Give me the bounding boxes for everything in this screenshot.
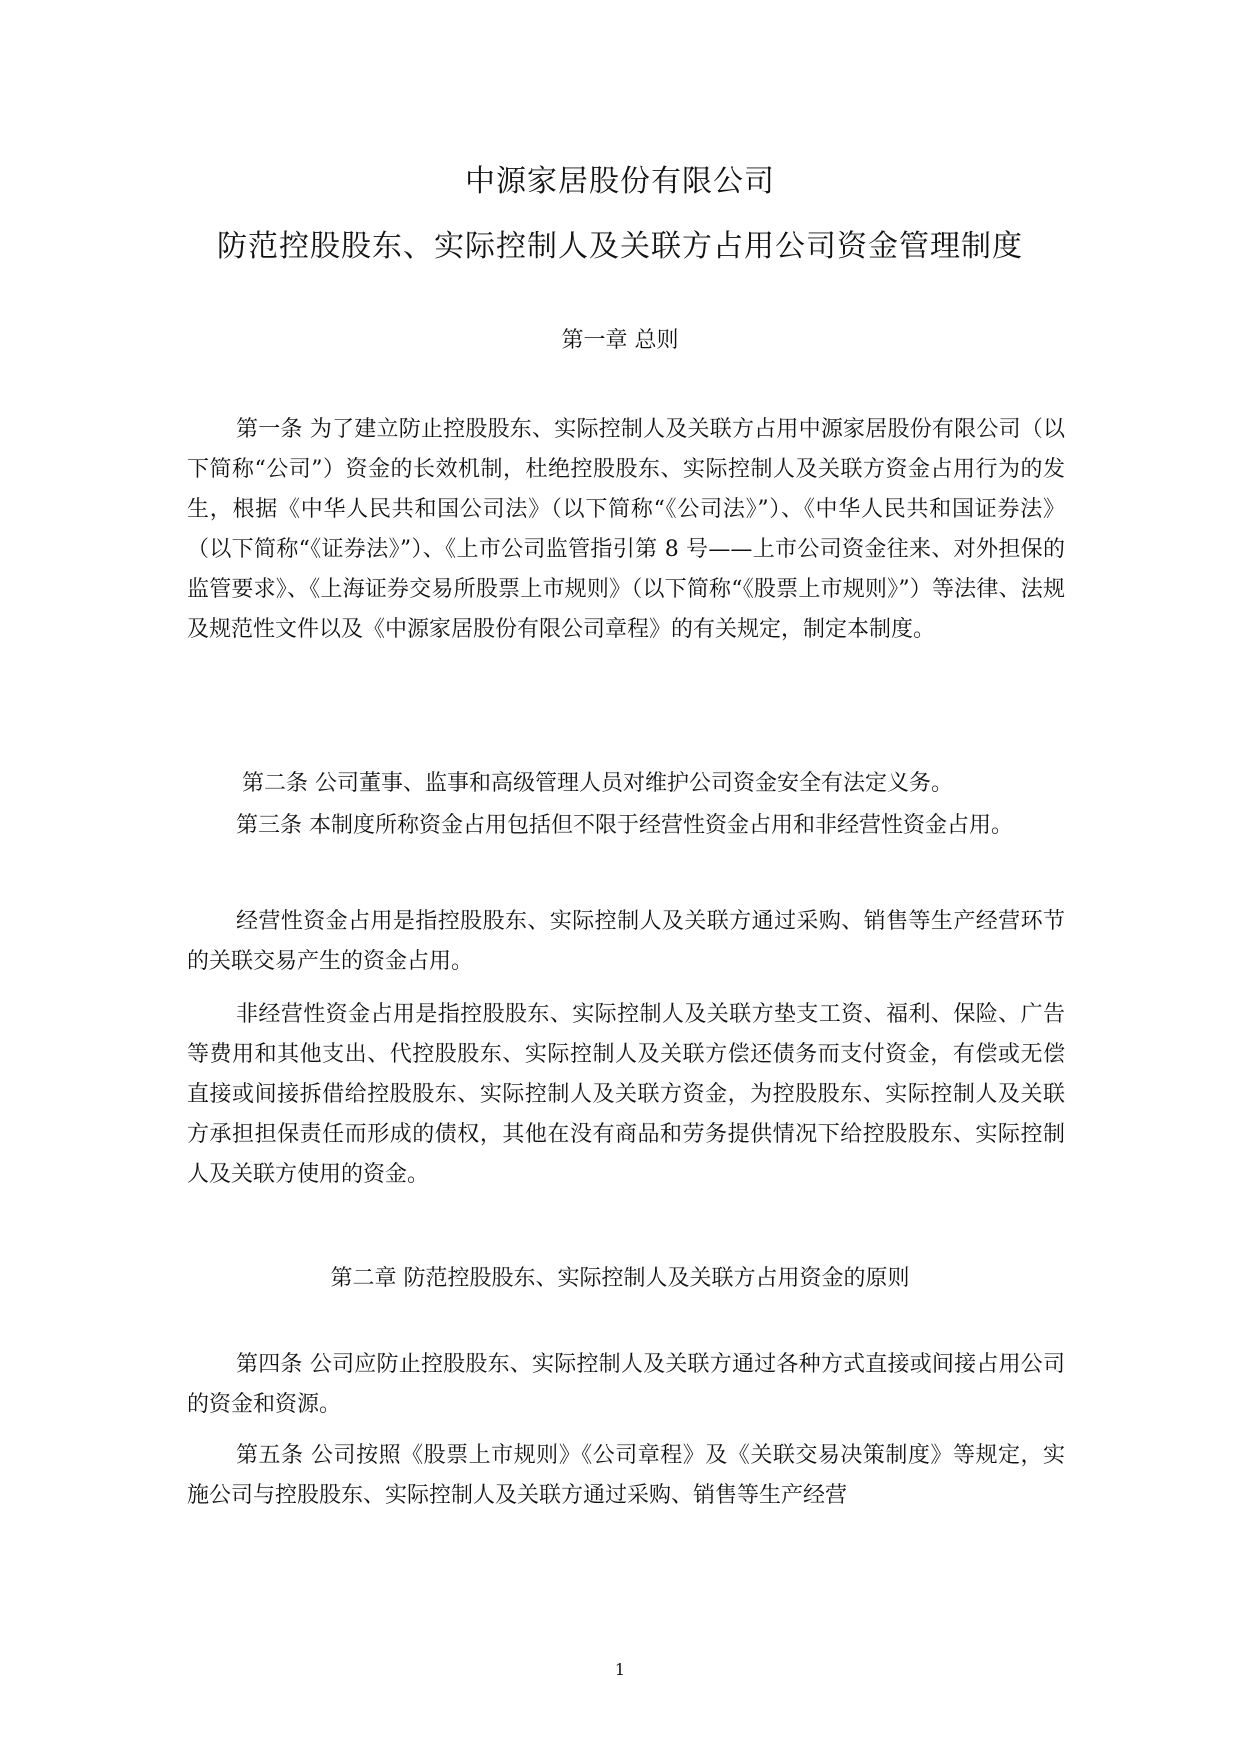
article-3-operating-occupation: 经营性资金占用是指控股股东、实际控制人及关联方通过采购、销售等生产经营环节的关联交易产生的资金占用。 xyxy=(187,909,1065,974)
article-3-non-operating-occupation: 非经营性资金占用是指控股股东、实际控制人及关联方垫支工资、福利、保险、广告等费用和其他支出、代控股股东、实际控制人及关联方偿还债务而支付资金，有偿或无偿直接或间接拆借给控股股东、实际控制人及关联方资金，为控股股东、实际控制人及关联方承担担保责任而形成的债权，其他在没有商品和劳务提供情况下给控股股东、实际控制人及关联方使用的资金。 xyxy=(187,1002,1065,1187)
company-title: 中源家居股份有限公司 xyxy=(465,164,775,199)
article-4: 第四条 公司应防止控股股东、实际控制人及关联方通过各种方式直接或间接占用公司的资金和资源。 xyxy=(187,1352,1065,1417)
chapter-1-heading: 第一章 总则 xyxy=(561,328,679,353)
page-number: 1 xyxy=(614,1660,626,1679)
chapter-2-heading: 第二章 防范控股股东、实际控制人及关联方占用资金的原则 xyxy=(330,1266,910,1291)
document-title: 防范控股股东、实际控制人及关联方占用公司资金管理制度 xyxy=(217,229,1023,264)
article-1: 第一条 为了建立防止控股股东、实际控制人及关联方占用中源家居股份有限公司（以下简称“公司”）资金的长效机制，杜绝控股股东、实际控制人及关联方资金占用行为的发生，根据《中华人民共和国公司法》（以下简称“《公司法》”）、《中华人民共和国证券法》（以下简称“《证券法》”）、《上市公司监管指引第 8 号——上市公司资金往来、对外担保的监管要求》、《上海证券交易所股票上市规则》（以下简称“《股票上市规则》”）等法律、法规及规范性文件以及《中源家居股份有限公司章程》的有关规定，制定本制度。 xyxy=(187,417,1065,642)
article-2: 第二条 公司董事、监事和高级管理人员对维护公司资金安全有法定义务。 xyxy=(242,771,953,796)
article-3: 第三条 本制度所称资金占用包括但不限于经营性资金占用和非经营性资金占用。 xyxy=(236,813,1013,838)
article-5: 第五条 公司按照《股票上市规则》《公司章程》及《关联交易决策制度》等规定，实施公司与控股股东、实际控制人及关联方通过采购、销售等生产经营 xyxy=(187,1443,1065,1508)
